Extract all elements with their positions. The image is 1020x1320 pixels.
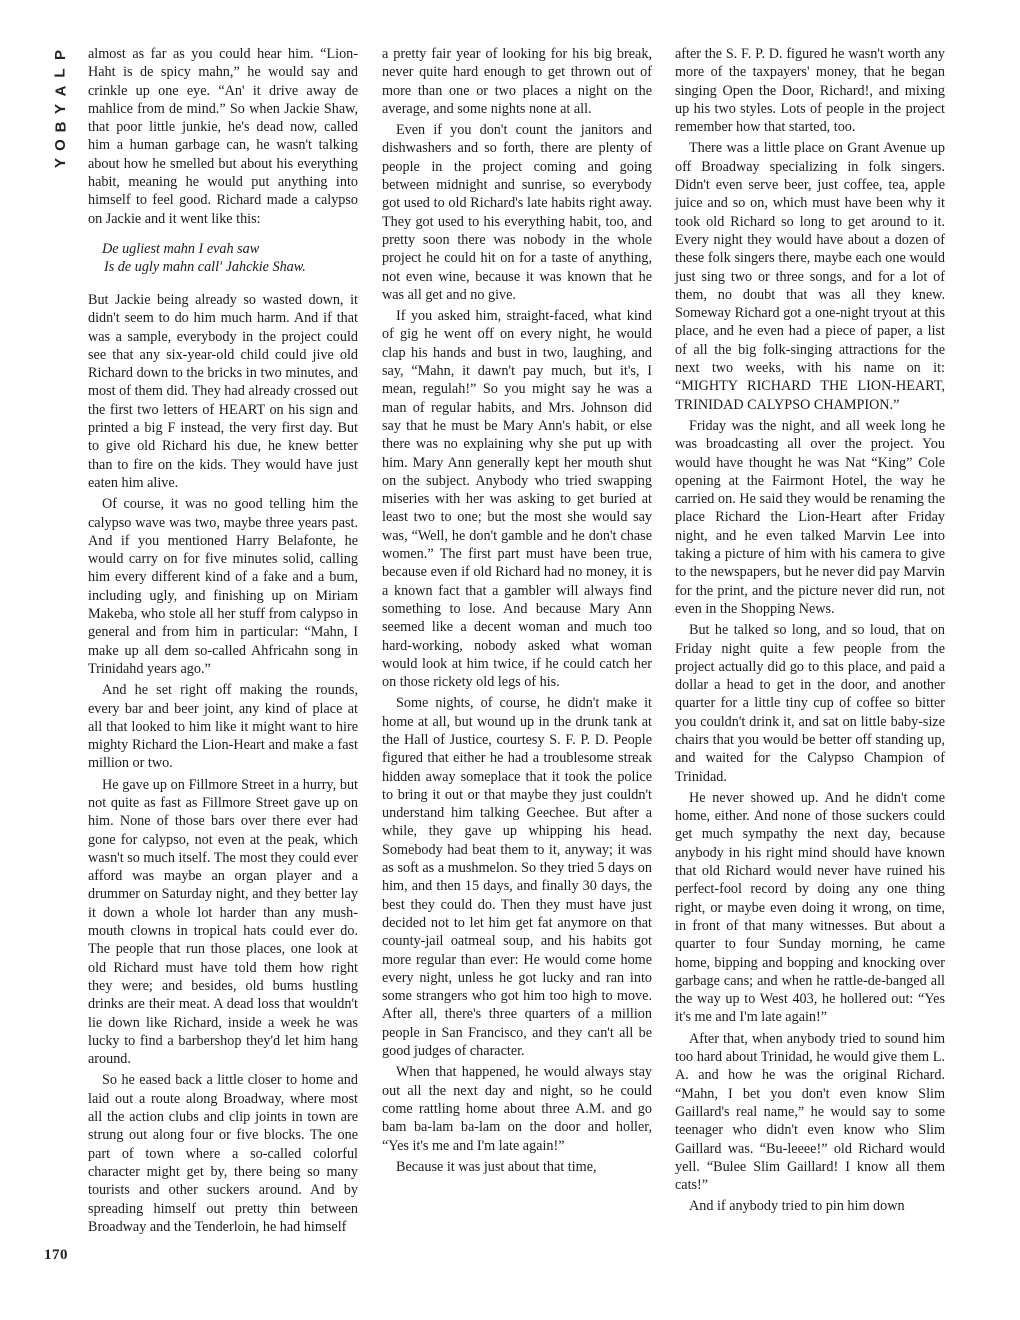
masthead-letter: B [52, 121, 69, 133]
masthead-letter: O [51, 139, 69, 151]
verse-line: Is de ugly mahn call' Jahckie Shaw. [104, 259, 306, 276]
paragraph: There was a little place on Grant Avenue up off Broadway specializing in folk singers. Didn't even serve beer, just coffee, tea, apple juice and so on, which must have been why it took old Richard so long to get around to it. Every night they would have about a dozen of these folk singers there, maybe each one would just sing two or three songs, and for a lot of them, no doubt that was all they knew. Someway Richard got a one-night tryout at this place, and he even had a piece of paper, a list of all the big folk-singing attractions for the next two weeks, with his name on it: “MIGHTY RICHARD THE LION-HEART, TRINIDAD CALYPSO CHAMPION.” [675, 140, 945, 413]
paragraph: Because it was just about that time, [396, 1158, 597, 1175]
masthead-letter: Y [51, 103, 69, 115]
text-column-1 [88, 45, 358, 1239]
paragraph: If you asked him, straight-faced, what kind of gig he went off on every night, he would clap his hands and bust in two, laughing, and say, “Mahn, it dawn't pay much, but it's, I mean, regulah!” So you might say he was a man of regular habits, and Mrs. Johnson did say that he must be Mary Ann's habit, or else there was no explaining why she put up with him. Mary Ann generally kept her mouth shut on the subject. Anybody who tried swapping miseries with her was asking to get buried at least two to one; but the most she would say was, “Well, he don't gamble and he don't chase women.” The first part must have been true, because even if old Richard had no money, it is a known fact that a gambler will always find something to lose. And because Mary Ann seemed like a decent woman and much too hard-working, nobody asked what woman would look at him twice, if he could catch her on those rickety old legs of his. [382, 308, 652, 691]
paragraph: a pretty fair year of looking for his big break, never quite hard enough to get thrown out of more than one or two places a night on the average, and some nights none at all. [382, 46, 652, 117]
paragraph: Of course, it was no good telling him the calypso wave was two, maybe three years past. And if you mentioned Harry Belafonte, he would carry on for five minutes solid, calling him every different kind of a fake and a bum, including ugly, and finishing up on Miriam Makeba, who stole all her stuff from calypso in general and from him in particular: “Mahn, I make up all dem so-called Ahfricahn song in Trinidahd years ago.” [88, 496, 358, 677]
paragraph: Friday was the night, and all week long he was broadcasting all over the project. You would have thought he was Nat “King” Cole opening at the Fairmont Hotel, the way he carried on. He said they would be renaming the place Richard the Lion-Heart after Friday night, and he even talked Marvin Lee into taking a picture of him with his camera to give to the newspapers, but he never did pay Marvin for the print, and the picture never did run, not even in the Shopping News. [675, 417, 945, 617]
paragraph: But Jackie being already so wasted down, it didn't seem to do him much harm. And if that was a sample, everybody in the project could see that any six-year-old child could jive old Richard down to the bricks in two minutes, and most of them did. They had already crossed out the first two letters of HEART on his sign and printed a big F instead, the very first day. But to give old Richard his due, he knew better than to fire on the kids. They would have just eaten him alive. [88, 291, 358, 491]
paragraph: Some nights, of course, he didn't make it home at all, but wound up in the drunk tank at the Hall of Justice, courtesy S. F. P. D. People figured that either he had a troublesome streak hidden away someplace that it took the police to bring it out or that maybe they just couldn't understand him talking Geechee. But after a while, they gave up whipping his head. Somebody had beat them to it, anyway; it was as soft as a mushmelon. So they tried 5 days on him, and then 15 days, and finally 30 days, the best they could do. Then they must have just decided not to let him get fat anymore on that county-jail oatmeal soup, and his habits got more regular than ever: He would come home every night, unless he got lucky and ran into some strangers who got him too high to move. After all, there's three quarters of a million people in San Francisco, and they can't all be good judges of character. [382, 695, 652, 1060]
magazine-masthead [48, 46, 74, 172]
masthead-letter: A [52, 85, 69, 97]
masthead-letter: L [51, 68, 69, 78]
paragraph: But he talked so long, and so loud, that on Friday night quite a few people from the project actually did go to this place, and paid a dollar a head to get in the door, and another quarter for a little tiny cup of coffee so bitter you couldn't drink it, and sat on little baby-size chairs that you would be better off standing up, and waited for the Calypso Champion of Trinidad. [675, 622, 945, 785]
paragraph: almost as far as you could hear him. “Lion-Haht is de spicy mahn,” he would say and crinkle up one eye. “An' it drive away de mahlice from de mind.” So when Jackie Shaw, that poor little junkie, he's dead now, called him a human garbage can, he wasn't talking about how he smelled but about his everything habit, meaning he would put anything into himself to feel good. Richard made a calypso on Jackie and it went like this: [88, 46, 358, 227]
text-column-2 [382, 45, 652, 1179]
paragraph: And he set right off making the rounds, every bar and beer joint, any kind of place at all that looked to him like it might want to hire mighty Richard the Lion-Heart and make a fast million or two. [88, 682, 358, 772]
text-column-3 [675, 45, 945, 1219]
paragraph: He gave up on Fillmore Street in a hurry, but not quite as fast as Fillmore Street gave up on him. None of those bars over there ever had gone for calypso, not even at the peak, which wasn't so much itself. The most they could ever afford was maybe an organ player and a drummer on Saturday night, and they better lay it down a whole lot harder than any mush-mouth clowns in tropical hats could ever do. The people that run those places, one look at old Richard must have told them how right they were; and besides, old bums hustling drinks are their meat. A dead loss that wouldn't lie down like Richard, inside a week he was lucky to find a barbershop they'd let him hang around. [88, 776, 358, 1068]
masthead-letter: P [51, 49, 69, 61]
paragraph: He never showed up. And he didn't come home, either. And none of those suckers could get much sympathy the next day, because anybody in his right mind should have known that old Richard would never have ruined his perfect-fool record by doing any one thing right, or maybe even doing it wrong, on time, in front of that many witnesses. But about a quarter to four Sunday morning, he came home, bipping and bopping and knocking over garbage cans; and when he rattle-de-banged all the way up to West 403, he hollered out: “Yes it's me and I'm late again!” [675, 789, 945, 1026]
verse-line: De ugliest mahn I evah saw [102, 240, 260, 257]
paragraph: And if anybody tried to pin him down [689, 1198, 905, 1215]
paragraph: After that, when anybody tried to sound him too hard about Trinidad, he would give them L. A. and how he was the original Richard. “Mahn, I bet you don't even know Slim Gaillard's real name,” he would say to some teenager who didn't even know who Slim Gaillard was. “Bu-leeee!” old Richard would yell. “Bulee Slim Gaillard! I know all them cats!” [675, 1030, 945, 1194]
calypso-verse [102, 240, 358, 277]
paragraph: When that happened, he would always stay out all the next day and night, so he could come rattling home about three A.M. and go bam ba-lam ba-lam on the door and holler, “Yes it's me and I'm late again!” [382, 1064, 652, 1154]
paragraph: So he eased back a little closer to home and laid out a route along Broadway, where most all the action clubs and clip joints in town are strung out along four or five blocks. The one part of town where a so-called colorful character might get by, there being so many tourists and other suckers around. And by spreading himself out pretty thin between Broadway and the Tenderloin, he had himself [88, 1072, 358, 1235]
paragraph: Even if you don't count the janitors and dishwashers and so forth, there are plenty of people in the project coming and going between midnight and sunrise, so everybody got used to old Richard's late habits right away. They got used to his everything habit, too, and pretty soon there was nobody in the whole project he could hit on for a taste of anything, not even wine, because it was known that he was all get and no give. [382, 122, 652, 303]
masthead-letter: Y [51, 157, 69, 169]
page-number: 170 [44, 1247, 68, 1263]
paragraph: after the S. F. P. D. figured he wasn't worth any more of the taxpayers' money, that he began singing Open the Door, Richard!, and mixing up his two styles. Lots of people in the project remember how that started, too. [675, 46, 945, 136]
